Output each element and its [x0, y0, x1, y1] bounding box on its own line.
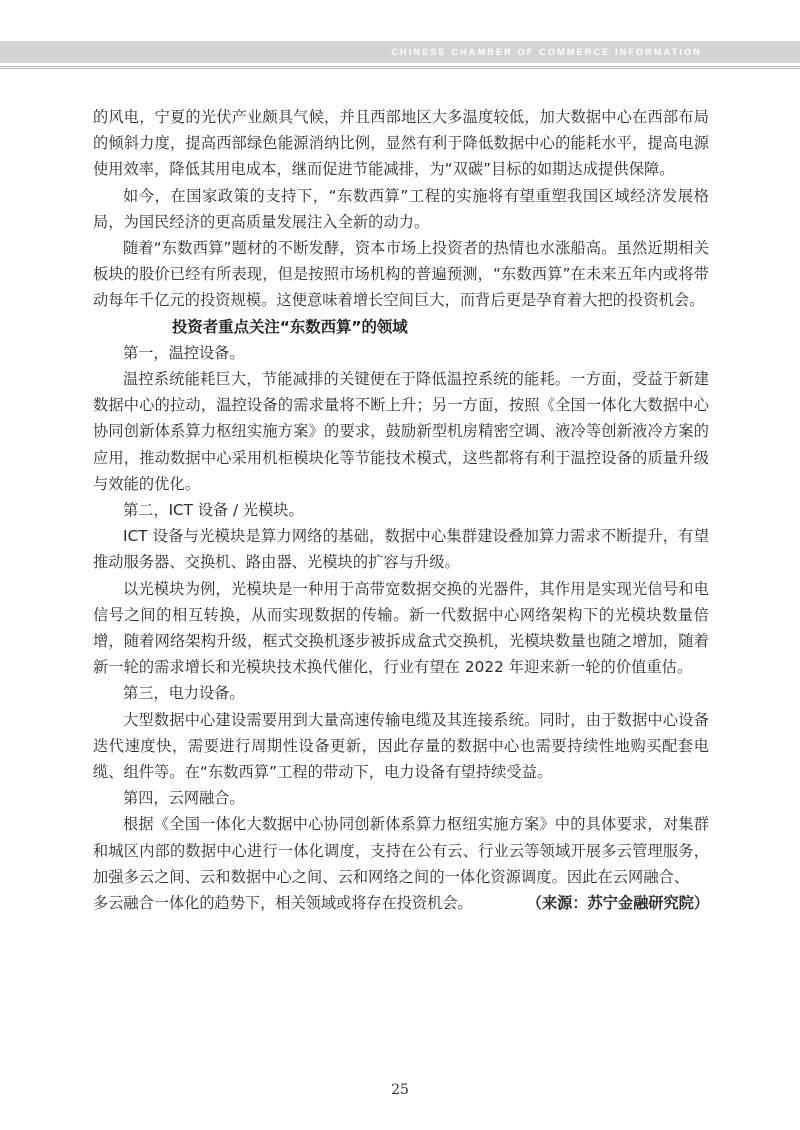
paragraph-end: 多云融合一体化的趋势下，相关领域或将存在投资机会。: [93, 894, 473, 913]
header-bar: [0, 41, 800, 63]
item-title: 第二，ICT 设备 / 光模块。: [123, 501, 304, 520]
paragraph: ICT 设备与光模块是算力网络的基础，数据中心集群建设叠加算力需求不断提升，有望推动服务器、交换机、路由器、光模块的扩容与升级。: [93, 527, 709, 572]
paragraph: 以光模块为例，光模块是一种用于高带宽数据交换的光器件，其作用是实现光信号和电信号之间的相互转换，从而实现数据的传输。新一代数据中心网络架构下的光模块数量倍增，随着网络架构升级，框式交换机逐步被拆成盒式交换机，光模块数量也随之增加，随着新一轮的需求增长和光模块技术换代催化，行业有望在 2022 年迎来新一轮的价值重估。: [93, 579, 709, 677]
source-citation: （来源：苏宁金融研究院）: [526, 894, 709, 913]
paragraph: 温控系统能耗巨大，节能减排的关键便在于降低温控系统的能耗。一方面，受益于新建数据中心的拉动，温控设备的需求量将不断上升；另一方面，按照《全国一体化大数据中心协同创新体系算力枢纽实施方案》的要求，鼓励新型机房精密空调、液冷等创新液冷方案的应用，推动数据中心采用机柜模块化等节能技术模式，这些都将有利于温控设备的质量升级与效能的优化。: [93, 370, 709, 493]
header-divider: [0, 68, 800, 69]
paragraph: 如今，在国家政策的支持下，“东数西算”工程的实施将有望重塑我国区域经济发展格局，为国民经济的更高质量发展注入全新的动力。: [93, 186, 709, 231]
header-divider: [0, 66, 800, 67]
article-body: [93, 104, 709, 916]
item-title: 第四，云网融合。: [123, 789, 245, 808]
paragraph: 根据《全国一体化大数据中心协同创新体系算力枢纽实施方案》中的具体要求，对集群和城区内部的数据中心进行一体化调度，支持在公有云、行业云等领域开展多云管理服务，加强多云之间、云和数据中心之间、云和网络之间的一体化资源调度。因此在云网融合、: [93, 815, 709, 886]
final-line: [93, 890, 709, 916]
section-heading: 投资者重点关注“东数西算”的领域: [172, 317, 408, 336]
paragraph: 大型数据中心建设需要用到大量高速传输电缆及其连接系统。同时，由于数据中心设备迭代速度快，需要进行周期性设备更新，因此存量的数据中心也需要持续性地购买配套电缆、组件等。在“东数西算”工程的带动下，电力设备有望持续受益。: [93, 710, 709, 782]
publication-name: CHINESE CHAMBER OF COMMERCE INFORMATION: [391, 47, 702, 57]
item-title: 第三，电力设备。: [123, 684, 245, 703]
paragraph: 随着“东数西算”题材的不断发酵，资本市场上投资者的热情也水涨船高。虽然近期相关板块的股价已经有所表现，但是按照市场机构的普遍预测，“东数西算”在未来五年内或将带动每年千亿元的投资规模。这便意味着增长空间巨大，而背后更是孕育着大把的投资机会。: [93, 239, 709, 310]
item-title: 第一，温控设备。: [123, 343, 245, 362]
paragraph: 的风电，宁夏的光伏产业颇具气候，并且西部地区大多温度较低，加大数据中心在西部布局的倾斜力度，提高西部绿色能源消纳比例，显然有利于降低数据中心的能耗水平，提高电源使用效率，降低其用电成本，继而促进节能减排，为“双碳”目标的如期达成提供保障。: [93, 108, 709, 179]
page-number: 25: [391, 1082, 409, 1098]
